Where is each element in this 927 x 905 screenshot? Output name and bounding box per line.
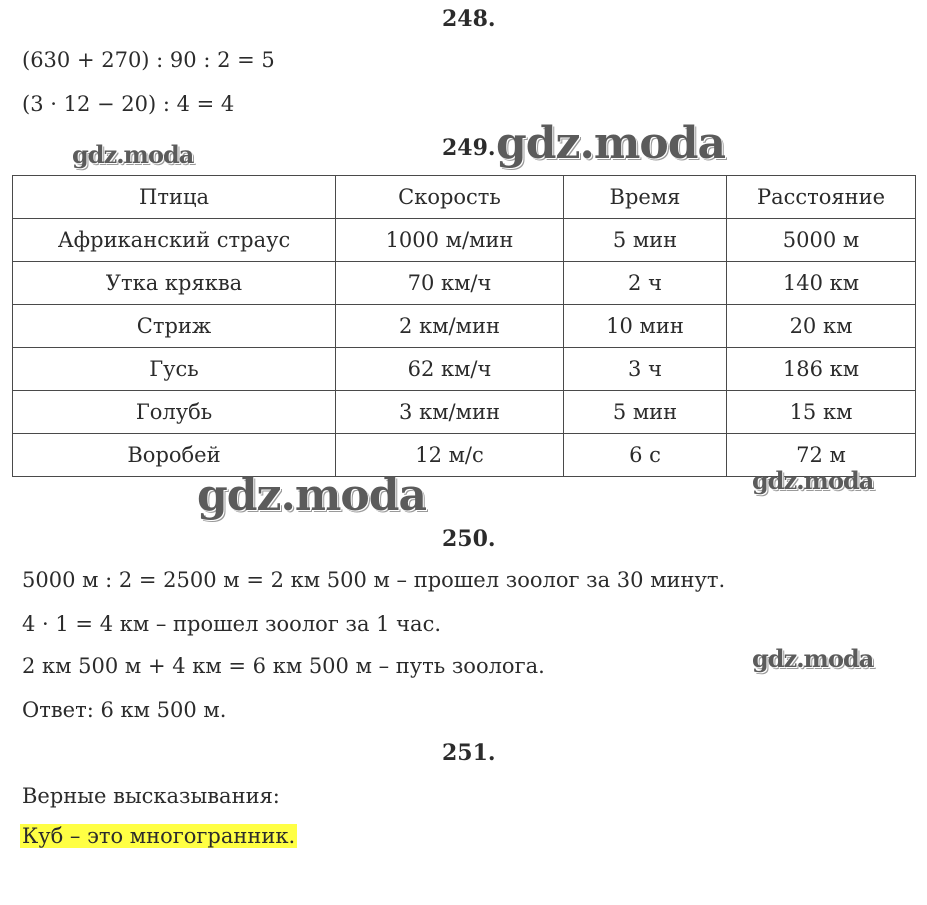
bird-speed-table [12,175,916,477]
table-header-cell: Время [564,176,727,219]
table-cell: 5 мин [564,219,727,262]
table-header-row [13,176,916,219]
table-cell: Воробей [13,434,336,477]
watermark: gdz.moda [197,470,427,521]
table-header-cell: Расстояние [727,176,916,219]
problem-250-answer: Ответ: 6 км 500 м. [22,698,227,722]
problem-248-line-2: (3 · 12 − 20) : 4 = 4 [22,92,235,116]
watermark: gdz.moda [72,140,194,169]
problem-251-highlighted-statement [20,824,297,848]
table-row [13,391,916,434]
table-cell: Голубь [13,391,336,434]
table-cell: 62 км/ч [336,348,564,391]
watermark: gdz.moda [752,644,874,673]
problem-248-number: 248. [442,6,496,32]
table-cell: 70 км/ч [336,262,564,305]
watermark: gdz.moda [752,466,874,495]
table-cell: 2 ч [564,262,727,305]
problem-250-line-1: 5000 м : 2 = 2500 м = 2 км 500 м – прошел зоолог за 30 минут. [22,568,726,592]
table-cell: 72 м [727,434,916,477]
table-cell: Утка кряква [13,262,336,305]
table-cell: Стриж [13,305,336,348]
table-cell: 12 м/с [336,434,564,477]
table-cell: 1000 м/мин [336,219,564,262]
table-row [13,262,916,305]
table-row [13,348,916,391]
problem-248-line-1: (630 + 270) : 90 : 2 = 5 [22,48,275,72]
watermark: gdz.moda [496,118,726,169]
problem-251-number: 251. [442,740,496,766]
table-cell: 5000 м [727,219,916,262]
problem-251-intro: Верные высказывания: [22,784,280,808]
table-cell: 5 мин [564,391,727,434]
problem-250-number: 250. [442,526,496,552]
table-cell: Гусь [13,348,336,391]
table-cell: 140 км [727,262,916,305]
table-cell: 10 мин [564,305,727,348]
table-cell: 186 км [727,348,916,391]
table-cell: 15 км [727,391,916,434]
table-cell: Африканский страус [13,219,336,262]
table-cell: 3 ч [564,348,727,391]
table-cell: 2 км/мин [336,305,564,348]
table-row [13,305,916,348]
problem-249-number: 249. [442,135,496,161]
table-header-cell: Скорость [336,176,564,219]
table-cell: 6 с [564,434,727,477]
problem-250-line-3: 2 км 500 м + 4 км = 6 км 500 м – путь зоолога. [22,654,545,678]
highlighted-text: Куб – это многогранник. [22,824,296,848]
table-cell: 3 км/мин [336,391,564,434]
table-row [13,219,916,262]
table-cell: 20 км [727,305,916,348]
table-header-cell: Птица [13,176,336,219]
problem-250-line-2: 4 · 1 = 4 км – прошел зоолог за 1 час. [22,612,442,636]
